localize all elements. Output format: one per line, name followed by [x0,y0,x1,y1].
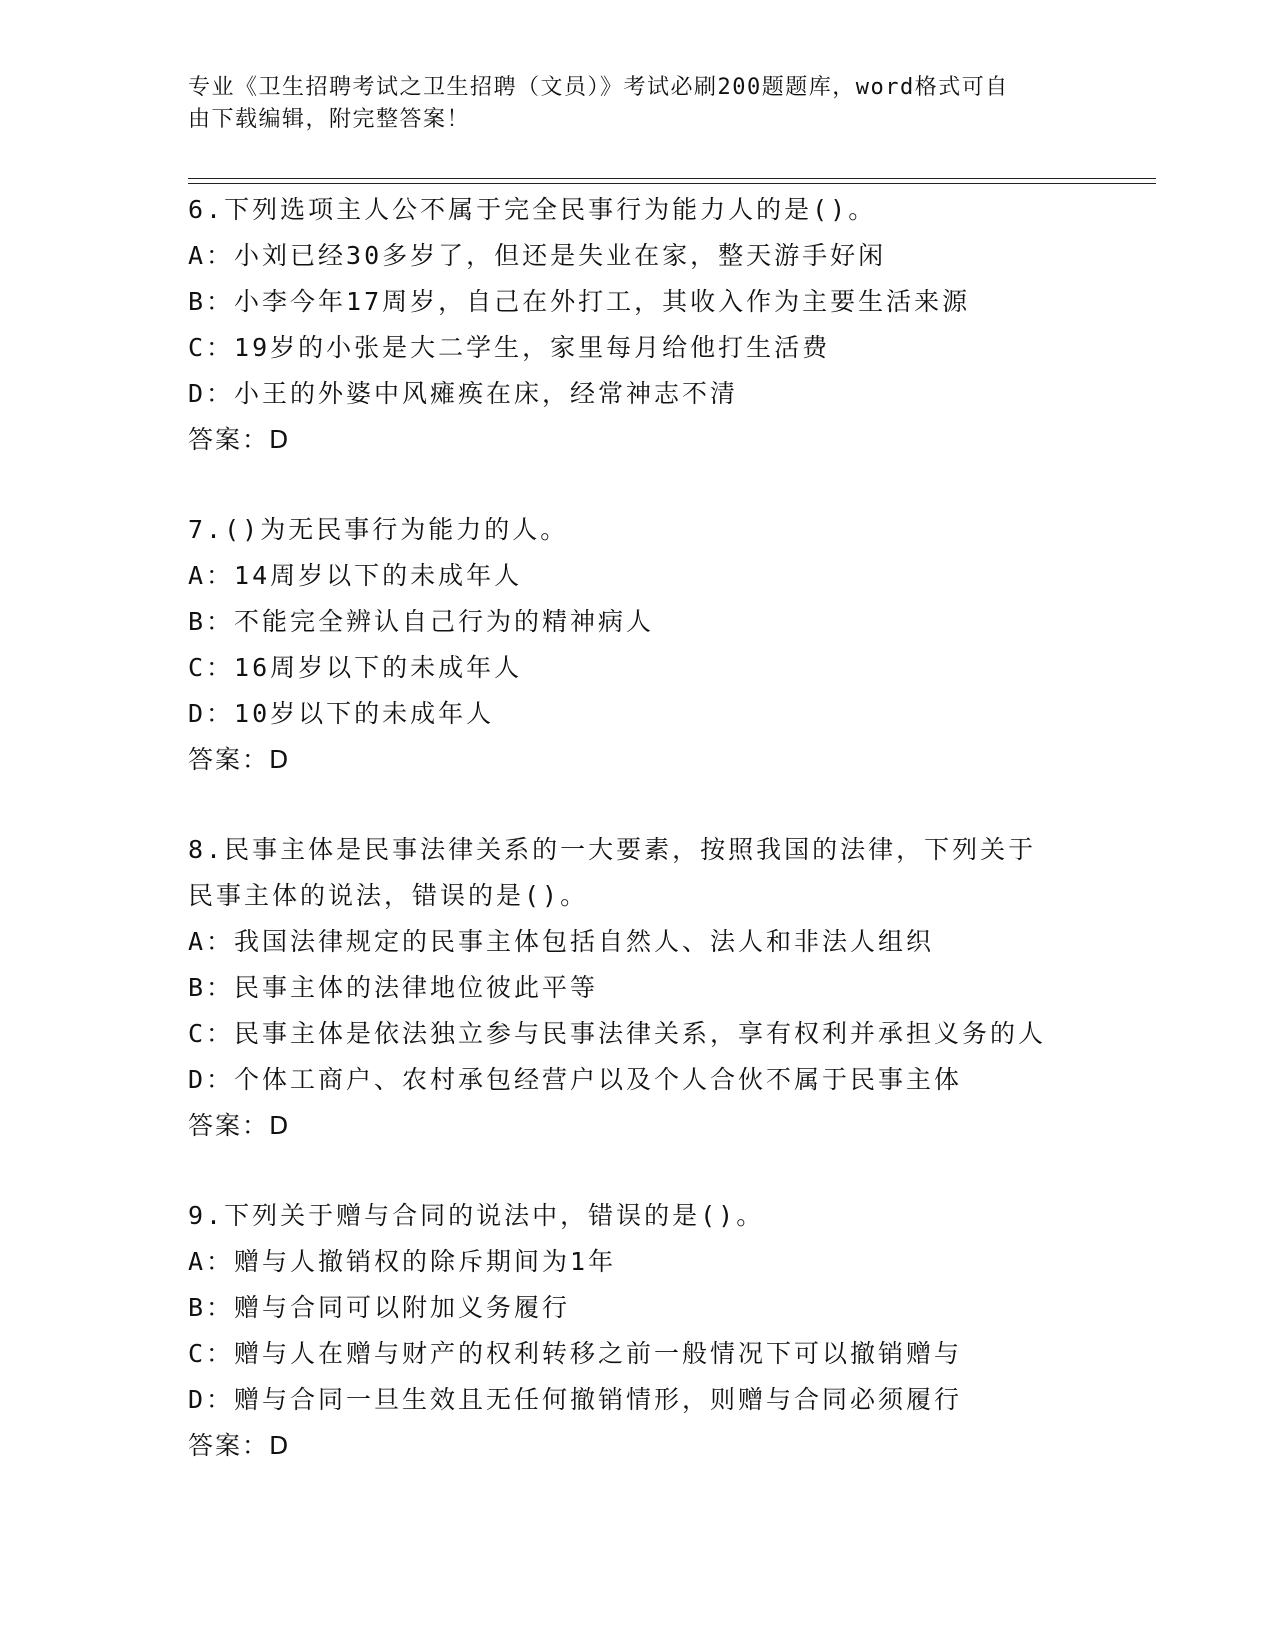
question-8 [188,827,1088,1149]
option-b: B：赠与合同可以附加义务履行 [188,1293,571,1322]
header-line-2: 由下载编辑，附完整答案！ [188,107,471,132]
question-stem: 9.下列关于赠与合同的说法中，错误的是()。 [188,1201,765,1230]
option-d: D：小王的外婆中风瘫痪在床，经常神志不清 [188,379,739,408]
question-7 [188,507,1088,783]
option-a: A：小刘已经30多岁了，但还是失业在家，整天游手好闲 [188,241,887,270]
option-c: C：民事主体是依法独立参与民事法律关系，享有权利并承担义务的人 [188,1019,1047,1048]
answer-label: 答案：D [188,1111,291,1140]
header-line-1: 专业《卫生招聘考试之卫生招聘（文员）》考试必刷200题题库，word格式可自 [188,75,1009,100]
option-a: A：14周岁以下的未成年人 [188,561,523,590]
document-header [188,72,1068,136]
answer-label: 答案：D [188,425,291,454]
option-c: C：19岁的小张是大二学生，家里每月给他打生活费 [188,333,831,362]
option-b: B：不能完全辨认自己行为的精神病人 [188,607,655,636]
option-b: B：小李今年17周岁，自己在外打工，其收入作为主要生活来源 [188,287,971,316]
option-c: C：赠与人在赠与财产的权利转移之前一般情况下可以撤销赠与 [188,1339,963,1368]
question-stem-line-1: 8.民事主体是民事法律关系的一大要素，按照我国的法律，下列关于 [188,835,1037,864]
option-c: C：16周岁以下的未成年人 [188,653,523,682]
header-divider-bottom [188,183,1156,184]
question-9 [188,1193,1088,1469]
question-stem-line-2: 民事主体的说法，错误的是()。 [188,881,589,910]
option-b: B：民事主体的法律地位彼此平等 [188,973,599,1002]
option-d: D：10岁以下的未成年人 [188,699,495,728]
option-a: A：赠与人撤销权的除斥期间为1年 [188,1247,617,1276]
option-d: D：个体工商户、农村承包经营户以及个人合伙不属于民事主体 [188,1065,963,1094]
option-d: D：赠与合同一旦生效且无任何撤销情形，则赠与合同必须履行 [188,1385,963,1414]
answer-label: 答案：D [188,1431,291,1460]
question-6 [188,187,1088,463]
header-divider-top [188,178,1156,179]
answer-label: 答案：D [188,745,291,774]
option-a: A：我国法律规定的民事主体包括自然人、法人和非法人组织 [188,927,935,956]
question-stem: 7.()为无民事行为能力的人。 [188,515,569,544]
question-stem: 6.下列选项主人公不属于完全民事行为能力人的是()。 [188,195,877,224]
